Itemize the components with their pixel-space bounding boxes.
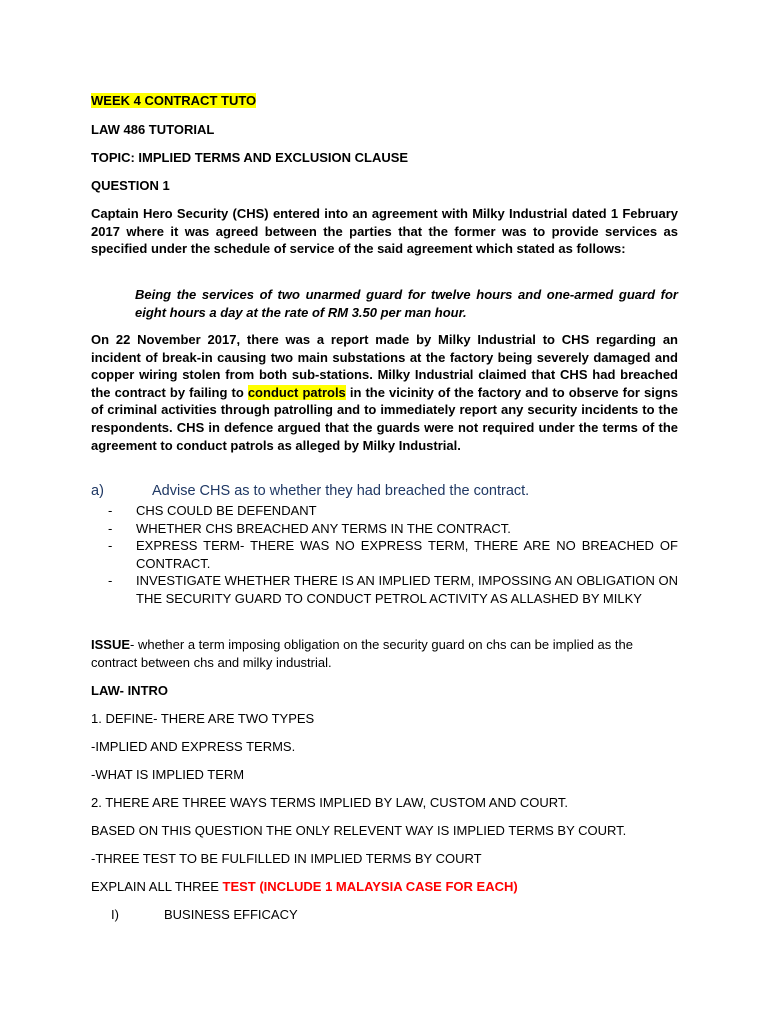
- law-heading: LAW- INTRO: [91, 683, 169, 698]
- list-bullet: -: [108, 520, 113, 536]
- facts-paragraph-2-start: On 22 November 2017, there was a report made by Milky Industrial to CHS regarding an incident of break-in causing two main substations at the factory being severely damaged and copper wiring stolen from both sub-stations. Milky Industrial claimed that CHS had breached the contract by failing to: [91, 332, 678, 400]
- issue-label: ISSUE: [91, 637, 131, 652]
- notes-list: [108, 502, 678, 608]
- law-line-4: 2. THERE ARE THREE WAYS TERMS IMPLIED BY LAW, CUSTOM AND COURT.: [91, 795, 569, 810]
- advise-question: [91, 483, 529, 499]
- test-1-item: [111, 906, 298, 924]
- law-line-1: 1. DEFINE- THERE ARE TWO TYPES: [91, 711, 315, 726]
- list-item: [108, 572, 678, 607]
- service-quote: Being the services of two unarmed guard for twelve hours and one-armed guard for eight hours a day at the rate of RM 3.50 per man hour.: [135, 287, 678, 320]
- facts-paragraph-1: Captain Hero Security (CHS) entered into an agreement with Milky Industrial dated 1 February 2017 where it was agreed between the parties that the former was to provide services as specified under the schedule of service of the said agreement which stated as follows:: [91, 206, 678, 257]
- law-line-7: [91, 878, 518, 896]
- topic-heading: TOPIC: IMPLIED TERMS AND EXCLUSION CLAUSE: [91, 150, 409, 165]
- list-item-text: EXPRESS TERM- THERE WAS NO EXPRESS TERM, THERE ARE NO BREACHED OF CONTRACT.: [136, 538, 678, 571]
- tutorial-heading: LAW 486 TUTORIAL: [91, 122, 215, 137]
- test-1-number: I): [111, 907, 119, 922]
- week-heading: [91, 92, 256, 110]
- test-instruction-red: TEST (INCLUDE 1 MALAYSIA CASE FOR EACH): [222, 879, 518, 894]
- list-item: [108, 537, 678, 572]
- law-line-6: -THREE TEST TO BE FULFILLED IN IMPLIED TERMS BY COURT: [91, 851, 482, 866]
- list-item-text: WHETHER CHS BREACHED ANY TERMS IN THE CONTRACT.: [136, 520, 511, 536]
- law-line-3: -WHAT IS IMPLIED TERM: [91, 767, 245, 782]
- list-item-text: CHS COULD BE DEFENDANT: [136, 503, 317, 518]
- facts-paragraph-2-end: in the vicinity of the factory and to observe for signs of criminal activities through patrolling and to immediately report any security incidents to the respondents. CHS in defence argued that the guards were not required under the terms of the agreement to conduct patrols as alleged by Milky Industrial.: [91, 384, 678, 453]
- advise-text: Advise CHS as to whether they had breached the contract.: [152, 483, 530, 499]
- list-item: [108, 502, 678, 520]
- conduct-patrols-highlight: conduct patrols: [247, 384, 346, 400]
- advise-label: a): [91, 483, 104, 499]
- question-heading: QUESTION 1: [91, 178, 170, 193]
- test-1-text: BUSINESS EFFICACY: [164, 907, 298, 922]
- list-bullet: -: [108, 538, 113, 554]
- list-item: [108, 520, 678, 538]
- law-line-5: BASED ON THIS QUESTION THE ONLY RELEVENT WAY IS IMPLIED TERMS BY COURT.: [91, 823, 627, 838]
- issue-paragraph: [91, 636, 678, 671]
- facts-paragraph-2: [91, 331, 678, 454]
- issue-text: - whether a term imposing obligation on the security guard on chs can be implied as the contract between chs and milky industrial.: [91, 637, 633, 670]
- explain-text: EXPLAIN ALL THREE: [91, 879, 223, 894]
- list-bullet: -: [108, 573, 113, 589]
- list-bullet: -: [108, 503, 113, 518]
- law-line-2: -IMPLIED AND EXPRESS TERMS.: [91, 739, 296, 754]
- list-item-text: INVESTIGATE WHETHER THERE IS AN IMPLIED TERM, IMPOSSING AN OBLIGATION ON THE SECURITY GUARD TO CONDUCT PETROL ACTIVITY AS ALLASHED BY MILKY: [136, 573, 678, 606]
- week-heading-text: WEEK 4 CONTRACT TUTO: [91, 93, 257, 108]
